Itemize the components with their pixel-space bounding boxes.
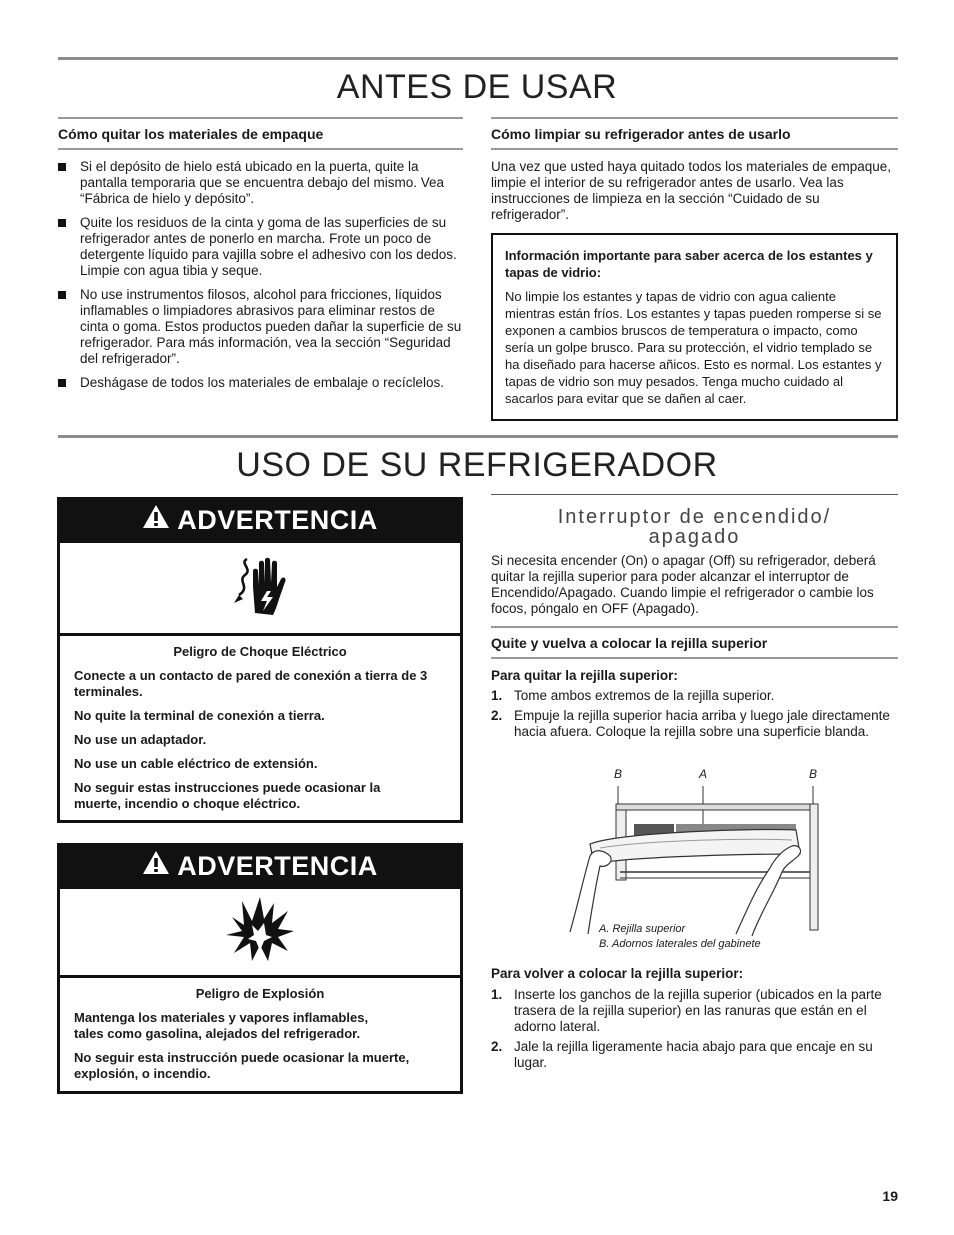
electric-shock-warning	[57, 497, 463, 823]
switch-title: Interruptor de encendido/ apagado	[491, 494, 898, 547]
switch-text: Si necesita encender (On) o apagar (Off) su refrigerador, deberá quitar la rejilla superior para poder alcanzar el interruptor de Encendido/Apagado. Cuando limpie el refrigerador o cambie los focos, póngalo en OFF (Apagado).	[491, 553, 876, 616]
warning-line: No use un adaptador.	[74, 732, 207, 747]
warning-body	[60, 978, 460, 1100]
glass-shelves-info-box	[491, 233, 898, 421]
warning-subtitle: Peligro de Explosión	[195, 986, 325, 1001]
caption-b: B. Adornos laterales del gabinete	[599, 938, 761, 950]
warning-subtitle: Peligro de Choque Eléctrico	[173, 644, 347, 659]
page-number: 19	[882, 1188, 898, 1204]
packing-bullet-list	[58, 159, 463, 399]
list-item	[491, 987, 898, 1035]
step-text: Jale la rejilla ligeramente hacia abajo para que encaje en su lugar.	[514, 1039, 873, 1070]
cleaning-heading: Cómo limpiar su refrigerador antes de usarlo	[491, 117, 898, 150]
explosion-warning	[57, 843, 463, 1094]
explosion-icon	[222, 895, 298, 970]
warning-header	[60, 500, 460, 540]
cleaning-text: Una vez que usted haya quitado todos los materiales de empaque, limpie el interior de su refrigerador antes de usarlo. Vea las instrucciones de limpieza en la sección “Cuidado de su refrigerador”.	[491, 159, 892, 222]
diagram-label-a: A	[699, 767, 708, 781]
section-title-uso-de-su-refrigerador: USO DE SU REFRIGERADOR	[236, 446, 718, 484]
list-item: Quite los residuos de la cinta y goma de las superficies de su refrigerador antes de ponerlo en marcha. Frote un poco de detergente líquido para vajilla sobre el adhesivo con los dedos. Limpie con agua tibia y seque.	[58, 215, 463, 279]
warning-line: No use un cable eléctrico de extensión.	[74, 756, 318, 771]
warning-triangle-icon	[142, 850, 170, 882]
list-item	[491, 688, 898, 704]
warning-line: No quite la terminal de conexión a tierra.	[74, 708, 325, 723]
step-number: 1.	[491, 987, 503, 1002]
step-number: 2.	[491, 708, 503, 723]
step-number: 1.	[491, 688, 503, 703]
shock-icon-panel	[60, 540, 460, 636]
list-item: No use instrumentos filosos, alcohol para fricciones, líquidos inflamables o limpiadores abrasivos para eliminar restos de cinta o goma. Estos productos pueden dañar la superficie de su refrigerador. Para más información, vea la sección “Seguridad del refrigerador”.	[58, 287, 463, 367]
warning-header-label: ADVERTENCIA	[177, 504, 378, 535]
explosion-icon-panel	[60, 886, 460, 978]
warning-header	[60, 846, 460, 886]
warning-body	[60, 636, 460, 830]
info-box-text: No limpie los estantes y tapas de vidrio con agua caliente mientras están fríos. Los estantes y tapas pueden romperse si se exponen a cambios bruscos de temperatura o impacto, como sería un golpe brusco. Para su protección, el vidrio templado se ha diseñado para hacerse añicos. Esto es normal. Los estantes y tapas de vidrio son muy pesados. Tenga mucho cuidado al sacarlos para evitar que se dañen al caer.	[505, 289, 882, 406]
remove-steps	[491, 688, 898, 744]
diagram-label-b-right: B	[809, 767, 818, 781]
list-item	[491, 708, 898, 740]
step-text: Inserte los ganchos de la rejilla superior (ubicados en la parte trasera de la rejilla superior) en las ranuras que están en el adorno lateral.	[514, 987, 882, 1034]
list-item: Deshágase de todos los materiales de embalaje o recíclelos.	[58, 375, 463, 391]
step-number: 2.	[491, 1039, 503, 1054]
warning-line: Mantenga los materiales y vapores inflamables, tales como gasolina, alejados del refrigerador.	[74, 1010, 369, 1041]
diagram-label-b-left: B	[614, 767, 623, 781]
warning-line: Conecte a un contacto de pared de conexión a tierra de 3 terminales.	[74, 668, 428, 699]
warning-triangle-icon	[142, 504, 170, 536]
step-text: Tome ambos extremos de la rejilla superior.	[514, 688, 775, 703]
caption-a: A. Rejilla superior	[599, 923, 686, 935]
remove-grille-title: Para quitar la rejilla superior:	[491, 668, 678, 683]
middle-rule	[58, 435, 898, 438]
list-item	[491, 1039, 898, 1071]
grille-removal-illustration	[560, 784, 830, 944]
step-text: Empuje la rejilla superior hacia arriba y luego jale directamente hacia afuera. Coloque la rejilla sobre una superficie blanda.	[514, 708, 890, 739]
warning-line: No seguir estas instrucciones puede ocasionar la muerte, incendio o choque eléctrico.	[74, 780, 381, 811]
electric-shock-hand-icon	[225, 551, 295, 626]
replace-grille-title: Para volver a colocar la rejilla superior:	[491, 966, 744, 981]
grille-heading: Quite y vuelva a colocar la rejilla superior	[491, 626, 898, 659]
list-item: Si el depósito de hielo está ubicado en la puerta, quite la pantalla temporaria que se encuentra debajo del mismo. Vea “Fábrica de hielo y depósito”.	[58, 159, 463, 207]
packing-heading: Cómo quitar los materiales de empaque	[58, 117, 463, 150]
replace-steps	[491, 987, 898, 1075]
top-rule	[58, 57, 898, 60]
warning-line: No seguir esta instrucción puede ocasionar la muerte, explosión, o incendio.	[74, 1050, 410, 1081]
section-title-antes-de-usar: ANTES DE USAR	[336, 68, 618, 106]
info-box-title: Información importante para saber acerca de los estantes y tapas de vidrio:	[505, 248, 873, 280]
warning-header-label: ADVERTENCIA	[177, 850, 378, 881]
